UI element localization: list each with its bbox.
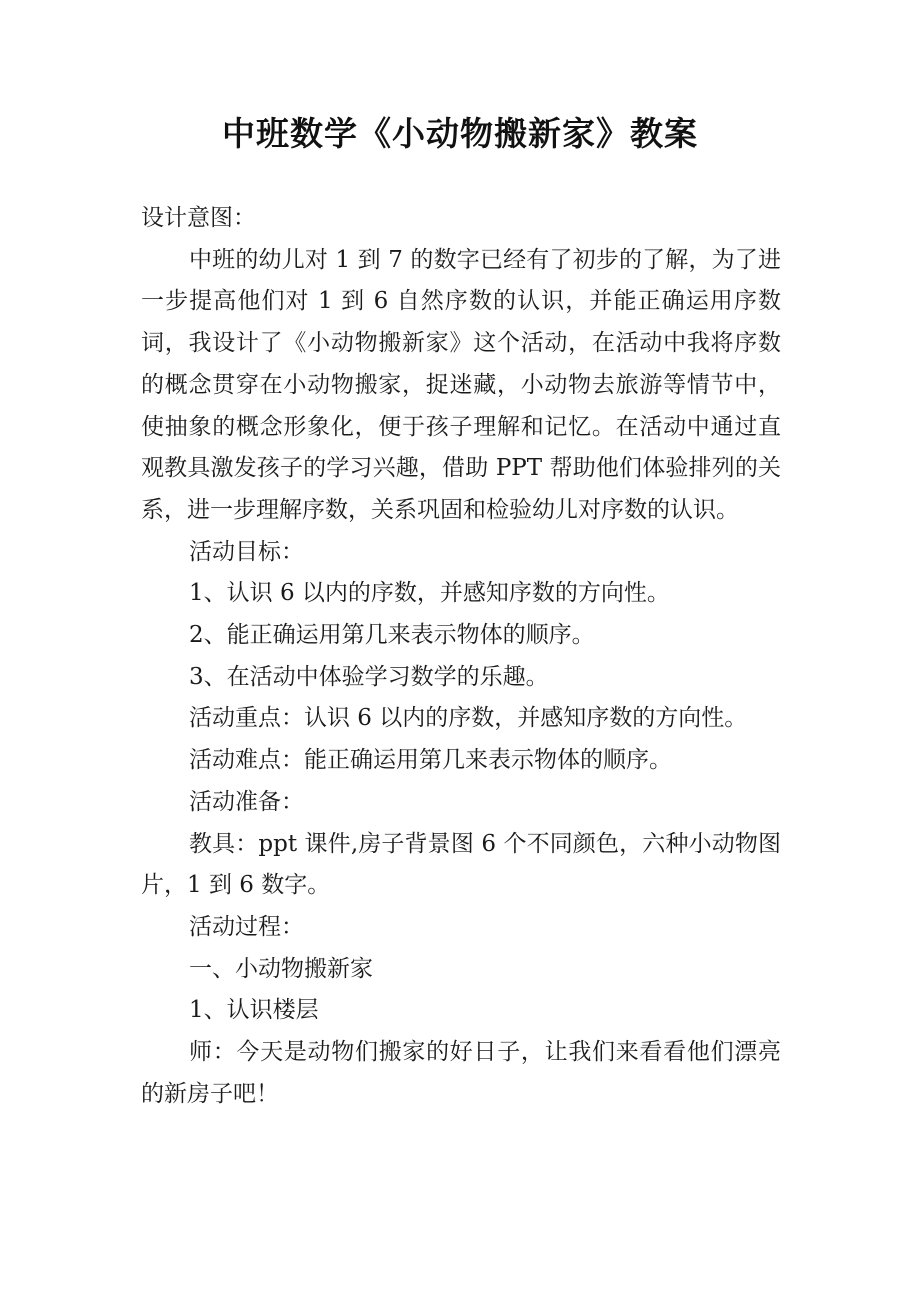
- heading-design-intent: 设计意图：: [141, 205, 256, 231]
- teacher-line: 师：今天是动物们搬家的好日子，让我们来看看他们漂亮的新房子吧！: [141, 1039, 781, 1107]
- goal-item-1: 1、认识 6 以内的序数，并感知序数的方向性。: [189, 580, 670, 607]
- activity-key-point: 活动重点：认识 6 以内的序数，并感知序数的方向性。: [189, 705, 748, 732]
- teaching-aids: 教具：ppt 课件,房子背景图 6 个不同颜色，六种小动物图片，1 到 6 数字。: [141, 830, 781, 899]
- section-heading-1: 一、小动物搬新家: [189, 955, 373, 982]
- document-body: [141, 198, 781, 1115]
- heading-activity-goals: 活动目标：: [189, 538, 304, 565]
- goal-item-3: 3、在活动中体验学习数学的乐趣。: [189, 663, 549, 690]
- subsection-heading-1: 1、认识楼层: [189, 997, 319, 1024]
- paragraph-design-intent: 中班的幼儿对 1 到 7 的数字已经有了初步的了解，为了进一步提高他们对 1 到 6 自然序数的认识，并能正确运用序数词，我设计了《小动物搬新家》这个活动，在活动中我将序数的概念贯穿在小动物搬家，捉迷藏，小动物去旅游等情节中，使抽象的概念形象化，便于孩子理解和记忆。在活动中通过直观教具激发孩子的学习兴趣，借助 PPT 帮助他们体验排列的关系，进一步理解序数，关系巩固和检验幼儿对序数的认识。: [141, 246, 781, 523]
- heading-activity-preparation: 活动准备：: [189, 788, 304, 815]
- document-title: 中班数学《小动物搬新家》教案: [222, 114, 698, 153]
- heading-activity-process: 活动过程：: [189, 913, 304, 940]
- activity-difficulty: 活动难点：能正确运用第几来表示物体的顺序。: [189, 747, 672, 774]
- goal-item-2: 2、能正确运用第几来表示物体的顺序。: [189, 622, 595, 649]
